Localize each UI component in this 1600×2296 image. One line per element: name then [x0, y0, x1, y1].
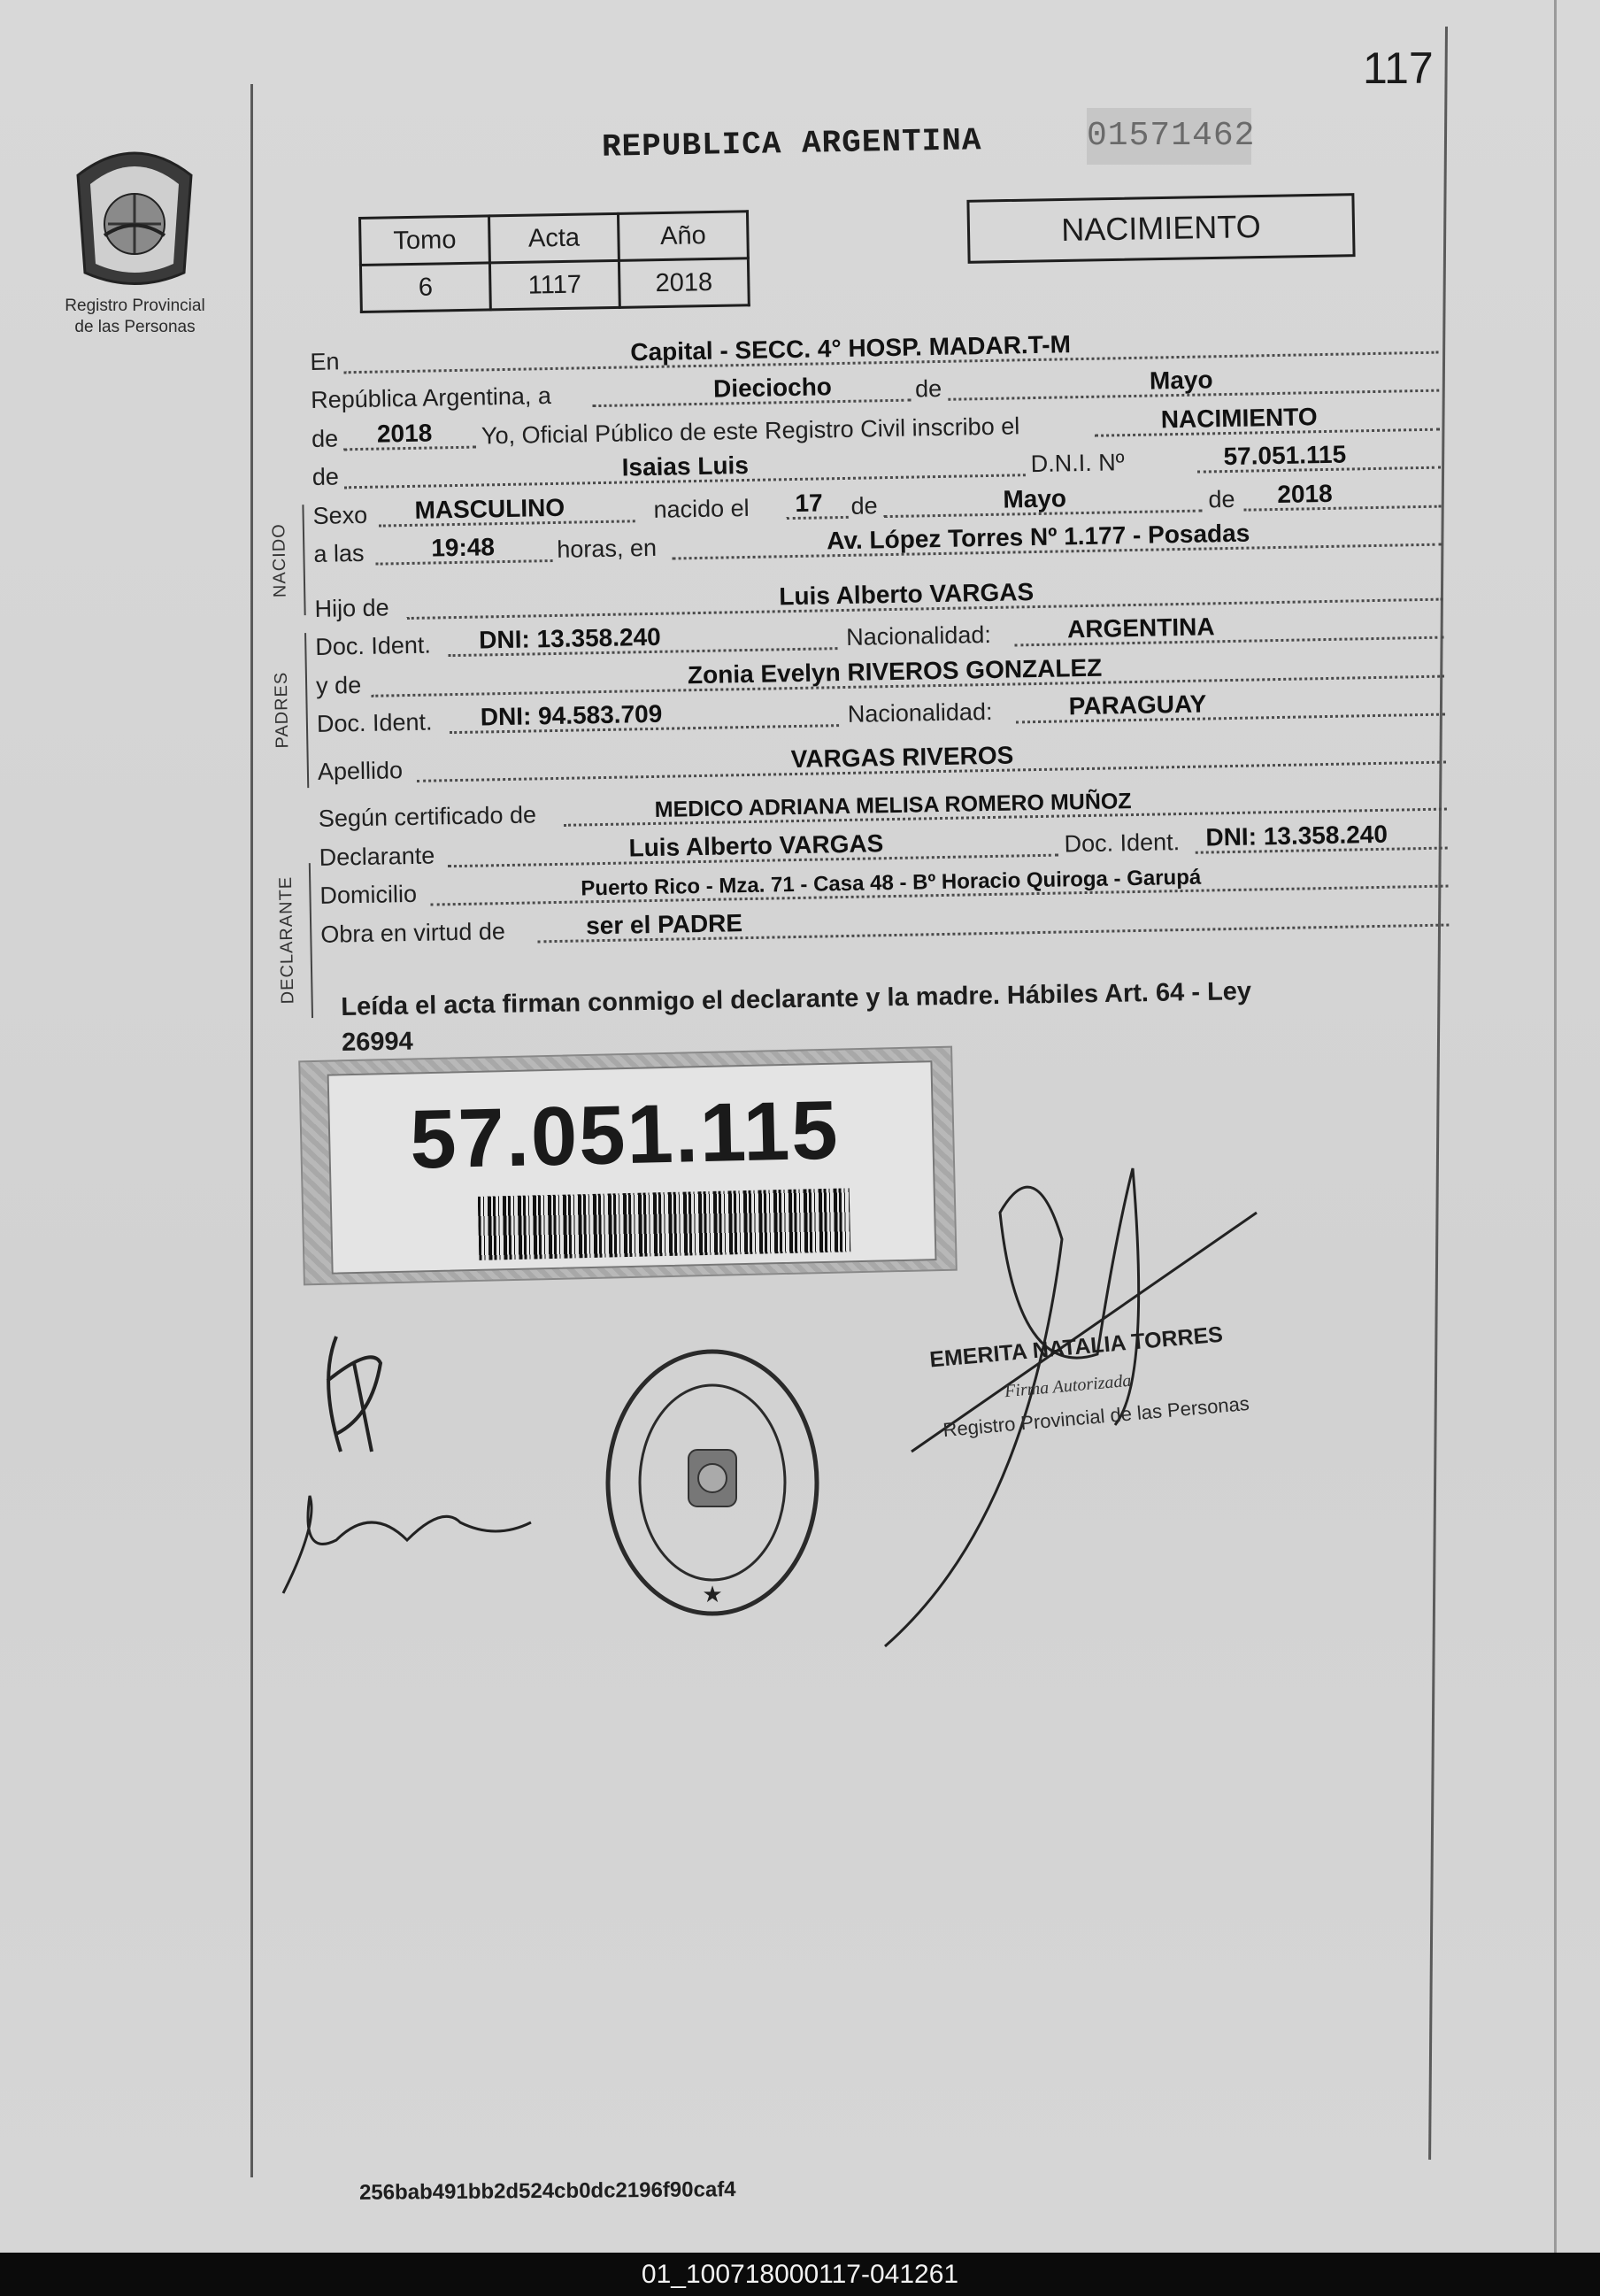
value-declarante: Luis Alberto VARGAS: [628, 828, 884, 861]
label-declarante: Declarante: [319, 842, 435, 871]
section-nacido: NACIDO: [269, 523, 290, 598]
label-segun-certificado: Según certificado de: [318, 801, 537, 832]
value-padre-nacionalidad: ARGENTINA: [1066, 613, 1215, 643]
dotted-line: [1244, 505, 1442, 511]
value-sexo: MASCULINO: [414, 493, 565, 524]
signatory-org: Registro Provincial de las Personas: [942, 1391, 1250, 1442]
signatory-name: EMERITA NATALIA TORRES: [928, 1321, 1224, 1373]
label-nacionalidad-madre: Nacionalidad:: [847, 697, 993, 728]
label-dni: D.N.I. Nº: [1030, 449, 1125, 478]
page-number: 117: [1363, 43, 1434, 93]
label-obra-en-virtud: Obra en virtud de: [320, 917, 506, 948]
value-mes-nacimiento: Mayo: [1003, 483, 1067, 513]
value-day: Dieciocho: [712, 373, 833, 403]
label-de4: de: [1208, 485, 1235, 512]
serial-number: 01571462: [1087, 108, 1251, 165]
value-hora: 19:48: [431, 533, 496, 562]
label-doc-ident: Doc. Ident.: [315, 631, 432, 660]
label-nacido-el: nacido el: [653, 494, 750, 523]
label-sexo: Sexo: [312, 501, 368, 529]
value-acto: NACIMIENTO: [1160, 402, 1318, 433]
registry-label: Registro Provincial de las Personas: [65, 297, 205, 336]
value-nombre: Isaias Luis: [621, 451, 750, 482]
label-a-las: a las: [313, 539, 365, 567]
record-table-header: [360, 212, 749, 266]
value-dni: 57.051.115: [1223, 440, 1347, 471]
label-hijo-de: Hijo de: [314, 593, 389, 622]
label-en: En: [310, 347, 340, 375]
outer-right-line: [1554, 0, 1557, 2253]
label-nacionalidad: Nacionalidad:: [845, 620, 992, 651]
value-tomo: 6: [360, 263, 490, 312]
label-oficial: Yo, Oficial Público de este Registro Civil inscribo el: [481, 412, 1020, 449]
header-anio: Año: [618, 212, 748, 261]
value-year: 2018: [376, 418, 433, 448]
dni-sticker: [298, 1046, 958, 1286]
document-hash: 256bab491bb2d524cb0dc2196f90caf4: [358, 2177, 736, 2205]
value-obra: ser el PADRE: [585, 908, 743, 939]
value-madre-nacionalidad: PARAGUAY: [1068, 690, 1207, 720]
registry-seal-icon: [602, 1345, 823, 1620]
header-acta: Acta: [489, 213, 619, 263]
value-lugar: Av. López Torres Nº 1.177 - Posadas: [826, 519, 1250, 555]
section-padres: PADRES: [271, 671, 293, 749]
value-madre: Zonia Evelyn RIVEROS GONZALEZ: [687, 653, 1103, 689]
value-certificado: MEDICO ADRIANA MELISA ROMERO MUÑOZ: [654, 789, 1132, 822]
value-padre-doc: DNI: 13.358.240: [478, 622, 661, 654]
header-tomo: Tomo: [360, 216, 490, 266]
value-domicilio: Puerto Rico - Mza. 71 - Casa 48 - Bº Horacio Quiroga - Garupá: [581, 865, 1202, 901]
svg-text:★: ★: [702, 1581, 723, 1607]
label-nombre: de: [312, 463, 340, 490]
value-anio-nacimiento: 2018: [1277, 479, 1333, 508]
label-domicilio: Domicilio: [319, 880, 418, 909]
value-apellido: VARGAS RIVEROS: [790, 741, 1014, 773]
record-table: [358, 210, 750, 313]
value-madre-doc: DNI: 94.583.709: [480, 699, 663, 731]
section-declarante: DECLARANTE: [275, 875, 298, 1005]
value-padre: Luis Alberto VARGAS: [779, 577, 1035, 610]
value-dia-nacimiento: 17: [795, 488, 823, 517]
label-doc-ident-madre: Doc. Ident.: [316, 708, 433, 737]
value-place: Capital - SECC. 4° HOSP. MADAR.T-M: [630, 329, 1072, 366]
dni-sticker-number: 57.051.115: [409, 1083, 841, 1186]
value-anio: 2018: [619, 258, 749, 308]
closing-note-line1: Leída el acta firman conmigo el declarante y la madre. Hábiles Art. 64 - Ley: [341, 977, 1252, 1021]
signatory-title: Firma Autorizada: [1004, 1370, 1133, 1402]
label-apellido: Apellido: [317, 756, 404, 785]
file-id-footer: 01_100718000117-041261: [0, 2253, 1600, 2296]
label-de2: de: [311, 424, 339, 452]
value-acta: 1117: [489, 260, 619, 310]
document-title: REPUBLICA ARGENTINA: [601, 122, 982, 166]
label-republica: República Argentina, a: [310, 382, 552, 413]
closing-note-line2: 26994: [341, 1027, 413, 1057]
record-type-box: NACIMIENTO: [966, 193, 1355, 264]
barcode-icon: [478, 1188, 851, 1260]
value-declarante-doc: DNI: 13.358.240: [1205, 820, 1388, 851]
label-decl-doc-ident: Doc. Ident.: [1064, 828, 1181, 857]
label-de3: de: [850, 491, 878, 520]
value-month: Mayo: [1149, 366, 1213, 395]
label-de: de: [914, 374, 942, 403]
record-table-values: [360, 258, 749, 312]
label-y-de: y de: [315, 671, 362, 699]
label-horas-en: horas, en: [557, 534, 658, 563]
left-margin-line: [250, 84, 253, 2177]
misiones-crest-icon: [60, 140, 209, 290]
